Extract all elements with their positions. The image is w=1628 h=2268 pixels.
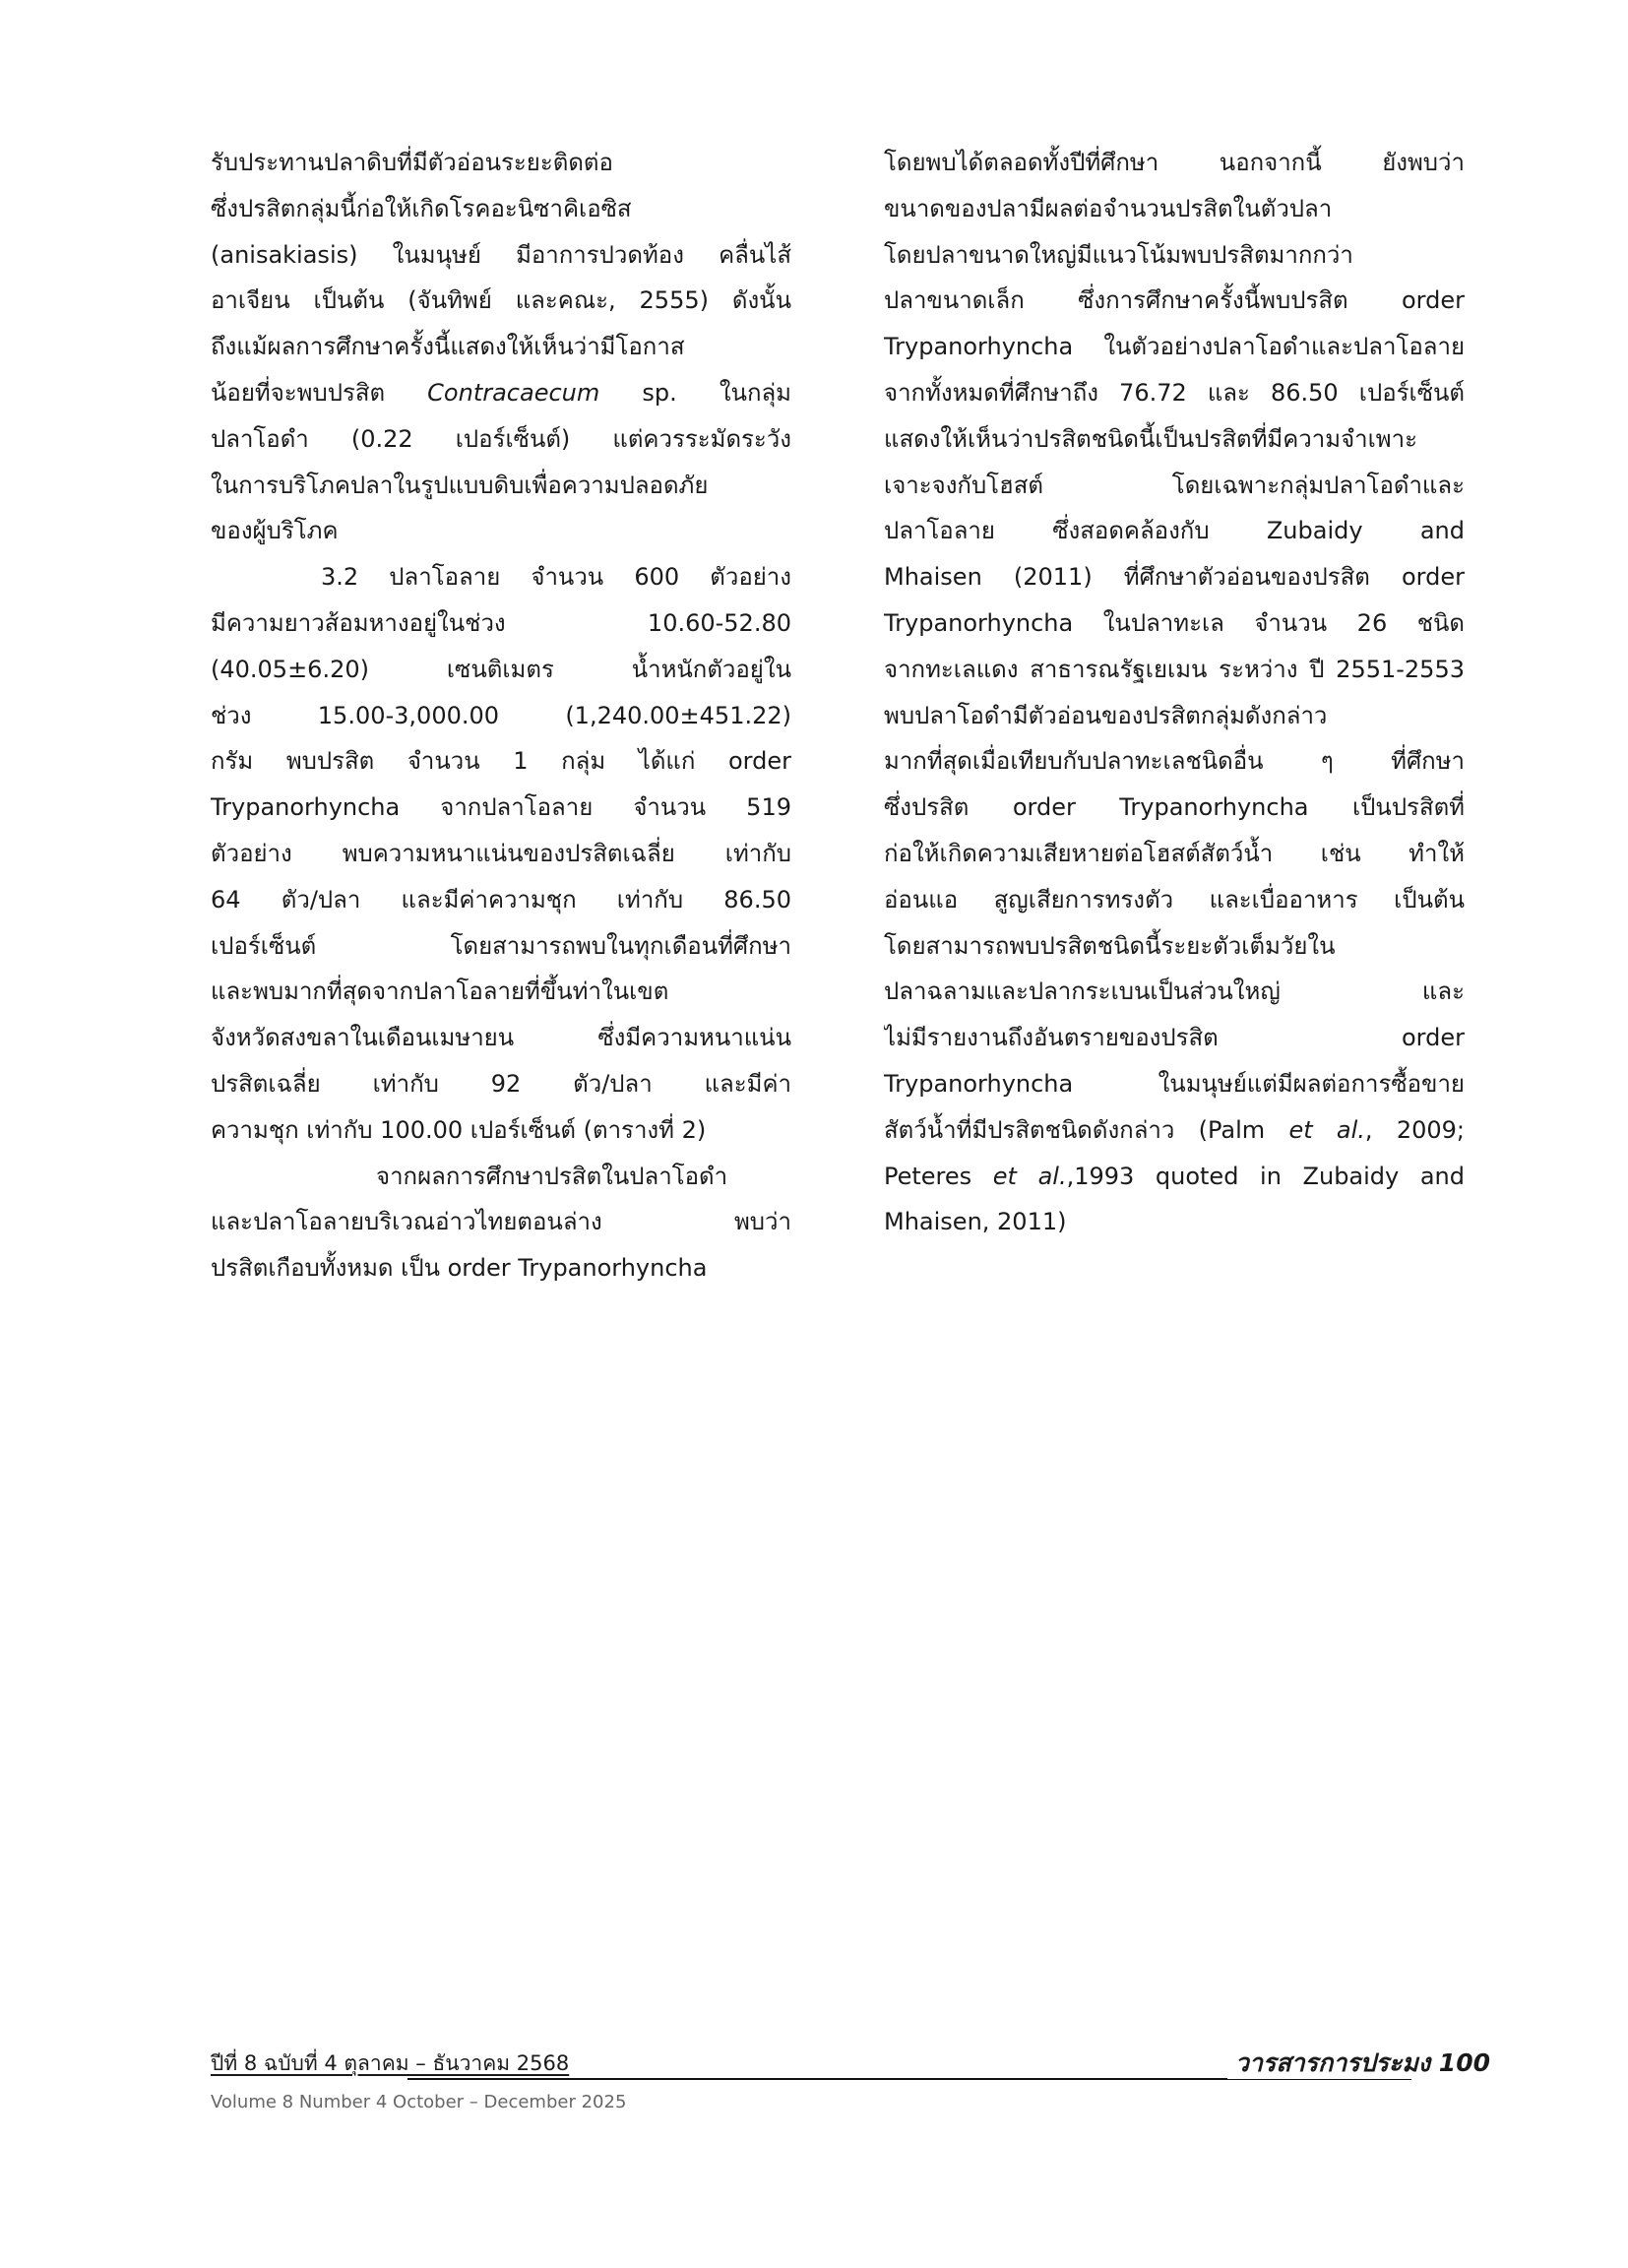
text-segment: ,1993 quoted in Zubaidy and [1066,1162,1465,1190]
text-line: (40.05±6.20) เซนติเมตร น้ำหนักตัวอยู่ใน [211,655,791,683]
text-line: (anisakiasis) ในมนุษย์ มีอาการปวดท้อง คลื่นไส้ [211,240,791,269]
text-segment: sp. ในกลุ่ม [599,378,791,407]
text-line: อาเจียน เป็นต้น (จันทิพย์ และคณะ, 2555) ดังนั้น [211,286,791,315]
text-line: ปลาฉลามและปลากระเบนเป็นส่วนใหญ่ และ [884,977,1465,1006]
text-segment: น้อยที่จะพบปรสิต [211,378,428,407]
text-line: Trypanorhyncha จากปลาโอลาย จำนวน 519 [211,793,791,822]
text-line: ปลาโอดำ (0.22 เปอร์เซ็นต์) แต่ควรระมัดระวัง [211,424,791,453]
text-line: ถึงแม้ผลการศึกษาครั้งนี้แสดงให้เห็นว่ามีโอกาส [211,333,685,361]
text-line: Mhaisen (2011) ที่ศึกษาตัวอ่อนของปรสิต order [884,563,1465,592]
text-segment: Peteres [884,1162,993,1190]
left-column [211,140,791,1292]
text-line: กรัม พบปรสิต จำนวน 1 กลุ่ม ได้แก่ order [211,747,791,776]
text-line: รับประทานปลาดิบที่มีตัวอ่อนระยะติดต่อ [211,149,613,176]
journal-page-number: วารสารการประมง 100 [1227,2048,1490,2079]
text-line [211,370,791,416]
italic-term: Contracaecum [427,378,600,407]
text-line: มากที่สุดเมื่อเทียบกับปลาทะเลชนิดอื่น ๆ ที่ศึกษา [884,747,1465,776]
italic-term: et al. [1288,1115,1365,1144]
text-line: จากทะเลแดง สาธารณรัฐเยเมน ระหว่าง ปี 2551-2553 [884,655,1465,683]
text-line: ในการบริโภคปลาในรูปแบบดิบเพื่อความปลอดภัย [211,471,709,499]
text-line: ไม่มีรายงานถึงอันตรายของปรสิต order [884,1024,1465,1052]
text-line: ซึ่งปรสิตกลุ่มนี้ก่อให้เกิดโรคอะนิซาคิเอซิส [211,194,632,222]
text-line: Trypanorhyncha ในปลาทะเล จำนวน 26 ชนิด [884,608,1465,637]
issue-english: Volume 8 Number 4 October – December 2025 [211,2092,627,2112]
text-segment: สัตว์น้ำที่มีปรสิตชนิดดังกล่าว (Palm [884,1115,1289,1144]
text-line: โดยปลาขนาดใหญ่มีแนวโน้มพบปรสิตมากกว่า [884,240,1353,269]
text-line: ความชุก เท่ากับ 100.00 เปอร์เซ็นต์ (ตารางที่ 2) [211,1115,707,1144]
page-footer [211,2049,1490,2138]
text-line: จากผลการศึกษาปรสิตในปลาโอดำ [376,1162,728,1190]
text-line: และพบมากที่สุดจากปลาโอลายที่ขึ้นท่าในเขต [211,977,669,1006]
text-line: ตัวอย่าง พบความหนาแน่นของปรสิตเฉลี่ย เท่ากับ [211,839,791,867]
text-line: มีความยาวส้อมหางอยู่ในช่วง 10.60-52.80 [211,608,791,637]
text-line [884,1154,1465,1200]
text-line: 3.2 ปลาโอลาย จำนวน 600 ตัวอย่าง [321,563,791,592]
text-line: ช่วง 15.00-3,000.00 (1,240.00±451.22) [211,701,791,729]
text-line: ปรสิตเฉลี่ย เท่ากับ 92 ตัว/ปลา และมีค่า [211,1069,791,1098]
text-line: 64 ตัว/ปลา และมีค่าความชุก เท่ากับ 86.50 [211,885,791,914]
issue-thai: ปีที่ 8 ฉบับที่ 4 ตุลาคม – ธันวาคม 2568 [211,2051,570,2075]
text-line: Trypanorhyncha ในตัวอย่างปลาโอดำและปลาโอลาย [884,333,1465,361]
text-line: เจาะจงกับโฮสต์ โดยเฉพาะกลุ่มปลาโอดำและ [884,471,1465,499]
text-line: โดยสามารถพบปรสิตชนิดนี้ระยะตัวเต็มวัยใน [884,931,1336,960]
text-line: ปลาขนาดเล็ก ซึ่งการศึกษาครั้งนี้พบปรสิต order [884,286,1465,315]
text-line: ซึ่งปรสิต order Trypanorhyncha เป็นปรสิตที่ [884,793,1465,822]
text-line: พบปลาโอดำมีตัวอ่อนของปรสิตกลุ่มดังกล่าว [884,701,1328,729]
text-line: ขนาดของปลามีผลต่อจำนวนปรสิตในตัวปลา [884,194,1333,222]
text-line: แสดงให้เห็นว่าปรสิตชนิดนี้เป็นปรสิตที่มีความจำเพาะ [884,424,1417,453]
text-line: ปรสิตเกือบทั้งหมด เป็น order Trypanorhyncha [211,1254,708,1283]
text-line: ปลาโอลาย ซึ่งสอดคล้องกับ Zubaidy and [884,517,1465,545]
text-line: อ่อนแอ สูญเสียการทรงตัว และเบื่ออาหาร เป็นต้น [884,885,1465,914]
text-line: และปลาโอลายบริเวณอ่าวไทยตอนล่าง พบว่า [211,1208,791,1236]
text-line: เปอร์เซ็นต์ โดยสามารถพบในทุกเดือนที่ศึกษา [211,931,791,960]
text-line: ของผู้บริโภค [211,517,339,545]
text-segment: , 2009; [1364,1115,1465,1144]
right-column [884,140,1465,1245]
italic-term: et al. [992,1162,1067,1190]
text-line: ก่อให้เกิดความเสียหายต่อโฮสต์สัตว์น้ำ เช่น ทำให้ [884,839,1465,867]
text-line: Trypanorhyncha ในมนุษย์แต่มีผลต่อการซื้อขาย [884,1069,1465,1098]
text-line [884,1107,1465,1154]
text-line: จังหวัดสงขลาในเดือนเมษายน ซึ่งมีความหนาแน่น [211,1024,791,1052]
text-line: จากทั้งหมดที่ศึกษาถึง 76.72 และ 86.50 เปอร์เซ็นต์ [884,378,1465,407]
text-line: โดยพบได้ตลอดทั้งปีที่ศึกษา นอกจากนี้ ยังพบว่า [884,149,1465,176]
text-line: Mhaisen, 2011) [884,1208,1067,1236]
